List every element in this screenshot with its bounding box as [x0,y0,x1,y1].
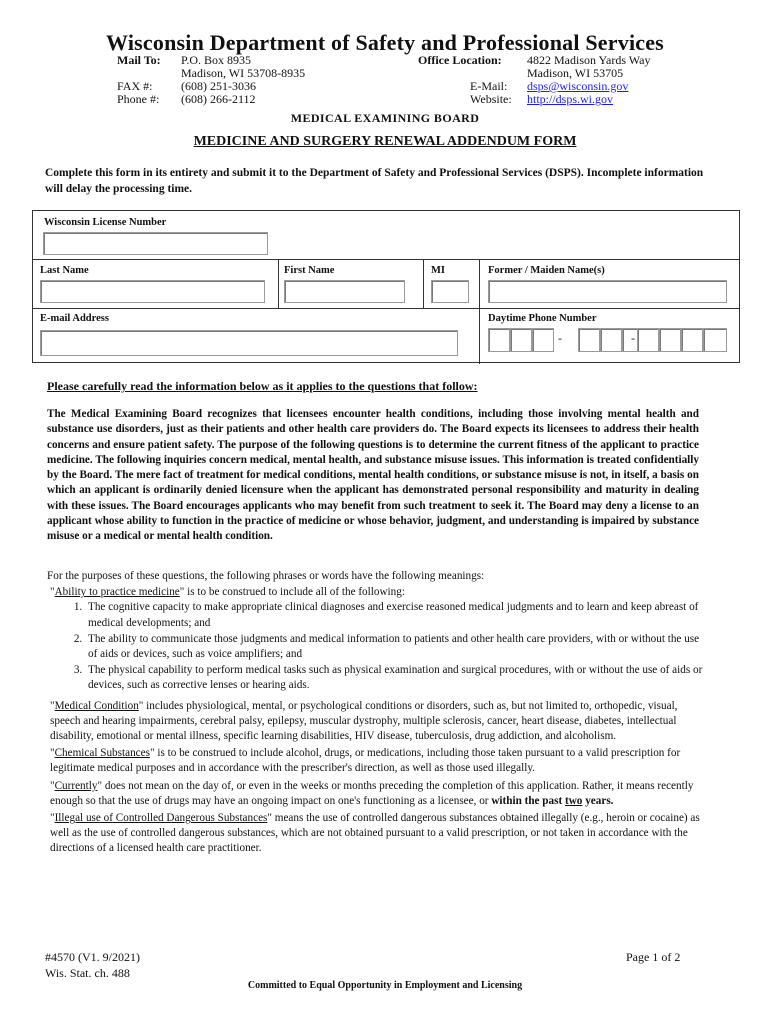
ability-definition-text: " is to be construed to include all of the following: [179,586,405,599]
read-carefully-heading: Please carefully read the information below as it applies to the questions that follow: [47,379,478,393]
former-name-label: Former / Maiden Name(s) [488,265,605,276]
equal-opportunity-statement: Committed to Equal Opportunity in Employment and Licensing [247,980,523,991]
form-number: #4570 (V1. 9/2021) [45,950,140,964]
last-name-input[interactable] [40,280,265,303]
phone-digit-box[interactable] [600,328,622,352]
ability-term: Ability to practice medicine [54,586,180,599]
chemical-substances-definition [47,746,707,776]
phone-separator: - [631,331,635,345]
mail-to-label: Mail To: [117,53,161,67]
phone-digit-box[interactable] [510,328,532,352]
email-address-label: E-mail Address [40,313,109,324]
quote-mark: " [50,779,55,792]
office-city: Madison, WI 53705 [527,66,624,80]
col-divider [423,259,424,308]
quote-mark: " [50,699,55,712]
phone-separator: - [558,331,562,345]
medical-condition-definition [47,699,707,745]
phone-digit-box[interactable] [659,328,681,352]
currently-definition [47,779,707,809]
page-number: Page 1 of 2 [626,950,681,964]
email-label: E-Mail: [470,79,508,93]
email-address-input[interactable] [40,330,458,356]
chemical-substances-term: Chemical Substances [54,747,150,760]
illegal-use-text: " means the use of controlled dangerous substances obtained illegally (e.g., heroin or cocaine) as well as the use of controlled dangerous substances, which are not obtained pursuant to a valid prescription, or not taken in accordance with the directions of a licensed health care practitioner. [50,812,700,855]
medical-condition-text: " includes physiological, mental, or psychological conditions or disorders, such as, but not limited to, orthopedic, visual, speech and hearing impairments, cerebral palsy, epilepsy, muscular dystrophy, multiple sclerosis, cancer, heart disease, diabetes, intellectual disability, emotional or mental illness, specific learning disabilities, HIV disease, tuberculosis, drug addiction, and alcoholism. [50,699,678,743]
office-location-label: Office Location: [418,53,502,67]
daytime-phone-label: Daytime Phone Number [488,313,597,324]
phone-number: (608) 266-2112 [181,92,256,106]
fax-number: (608) 251-3036 [181,79,256,93]
phone-digit-box[interactable] [681,328,703,352]
list-item: 2. The ability to communicate those judgments and medical information to patients and other health care providers, with or without the use of aids or devices, such as voice amplifiers; and [85,632,707,662]
currently-term: Currently [54,779,98,792]
quote-mark: " [50,747,55,760]
board-policy-paragraph: The Medical Examining Board recognizes that licensees encounter health conditions, including those involving mental health and substance use disorders, just as their patients and other health care providers do. The Board expects its licensees to address their health concerns and ensure patient safety. The purpose of the following questions is to determine the current fitness of the applicant to practice medicine. The following inquiries concern medical, mental health, and substance misuse issues. This information is treated confidentially by the Board. The mere fact of treatment for medical conditions, mental health conditions, or substance misuse is not, in itself, a basis on which an applicant is ordinarily denied licensure when the applicant has demonstrated personal responsibility and maturity in dealing with these issues. The Board encourages applicants who may benefit from such treatment to seek it. The Board may deny a license to an applicant whose ability to function in the practice of medicine or whose behavior, judgment, and understanding is impaired by substance misuse or a medical or mental health condition. [47,408,699,543]
list-item: 1. The cognitive capacity to make appropriate clinical diagnoses and exercise reasoned medical judgments and to learn and keep abreast of medical developments; and [85,600,707,630]
website-label: Website: [470,92,512,106]
currently-text: " does not mean on the day of, or even in the weeks or months preceding the completion of this application. Rather, it means recently enough so that the use of drugs may have an ongoing impact on one's functioning as a licensee, or [50,779,694,807]
list-item: 3. The physical capability to perform medical tasks such as physical examination and surgical procedures, with or without the use of aids or devices, such as corrective lenses or hearing aids. [85,663,707,693]
currently-two-years: two [565,794,583,807]
col-divider [278,259,279,308]
board-name: MEDICAL EXAMINING BOARD [290,111,480,125]
license-number-input[interactable] [43,232,268,255]
statute-reference: Wis. Stat. ch. 488 [45,966,130,980]
license-number-label: Wisconsin License Number [44,217,167,228]
phone-digit-box[interactable] [532,328,554,352]
agency-title: Wisconsin Department of Safety and Professional Services [106,30,664,55]
ability-definition [47,585,707,600]
medical-condition-term: Medical Condition [54,699,139,712]
phone-digit-box[interactable] [703,328,727,352]
po-box: P.O. Box 8935 [181,53,252,67]
applicant-info-box [32,210,740,363]
first-name-input[interactable] [284,280,405,303]
last-name-label: Last Name [40,265,89,276]
row-divider [33,308,739,309]
col-divider [479,259,480,364]
illegal-use-term: Illegal use of Controlled Dangerous Substances [54,812,268,825]
middle-initial-label: MI [431,265,445,276]
former-name-input[interactable] [488,280,727,303]
quote-mark: " [50,586,55,599]
fax-label: FAX #: [117,79,153,93]
form-title: MEDICINE AND SURGERY RENEWAL ADDENDUM FORM [193,134,577,149]
middle-initial-input[interactable] [431,280,469,303]
agency-email-link[interactable]: dsps@wisconsin.gov [527,79,629,93]
phone-label: Phone #: [117,92,160,106]
currently-bold-end: years. [582,794,614,807]
illegal-use-definition [47,811,707,857]
row-divider [33,259,739,260]
first-name-label: First Name [284,265,335,276]
definitions-section [47,569,707,857]
office-street: 4822 Madison Yards Way [527,53,651,67]
quote-mark: " [50,812,55,825]
agency-website-link[interactable]: http://dsps.wi.gov [527,92,614,106]
intro-instructions: Complete this form in its entirety and submit it to the Department of Safety and Professional Services (DSPS). Incomplete information will delay the processing time. [45,167,704,195]
phone-digit-box[interactable] [637,328,659,352]
ability-list [47,600,707,693]
definitions-intro: For the purposes of these questions, the following phrases or words have the following meanings: [47,570,485,582]
mail-city-zip: Madison, WI 53708-8935 [181,66,306,80]
phone-digit-box[interactable] [488,328,510,352]
phone-digit-box[interactable] [578,328,600,352]
currently-bold-text: within the past [491,794,565,807]
chemical-substances-text: " is to be construed to include alcohol, drugs, or medications, including those taken pursuant to a valid prescription for legitimate medical purposes and in accordance with the prescriber's direction, as well as those used illegally. [50,747,681,775]
